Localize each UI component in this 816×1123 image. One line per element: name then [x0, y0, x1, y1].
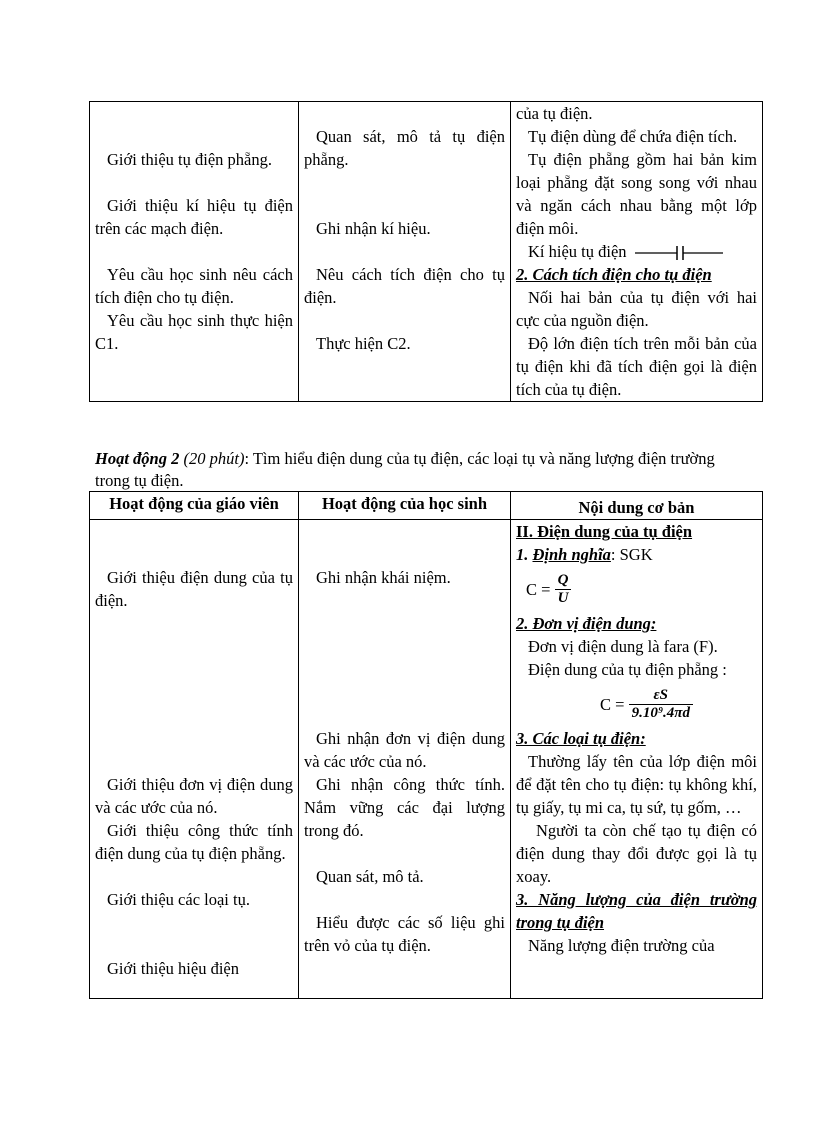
- teacher-item: Giới thiệu đơn vị điện dung và các ước của nó.: [95, 775, 293, 817]
- content-line: Nối hai bản của tụ điện với hai cực của nguồn điện.: [516, 288, 757, 330]
- formula-numerator: Q: [555, 572, 572, 590]
- definition-text: : SGK: [610, 545, 653, 564]
- definition-label: Định nghĩa: [532, 545, 611, 564]
- content-line: Độ lớn điện tích trên mỗi bản của tụ điện khi đã tích điện gọi là điện tích của tụ điện.: [516, 334, 757, 399]
- student-item: Ghi nhận kí hiệu.: [316, 219, 431, 238]
- formula-parallel-plate: [516, 681, 757, 727]
- student-item: Ghi nhận công thức tính. Nắm vững các đại lượng trong đó.: [304, 775, 505, 840]
- student-item: Ghi nhận khái niệm.: [316, 568, 451, 587]
- activity-description: : Tìm hiểu điện dung của tụ điện, các loại tụ và năng lượng điện trường trong tụ điện.: [95, 449, 715, 490]
- student-item: Hiểu được các số liệu ghi trên vỏ của tụ điện.: [304, 913, 505, 955]
- section-heading: 2. Đơn vị điện dung:: [516, 614, 657, 633]
- capacitor-symbol-icon: [631, 245, 727, 261]
- section-title: II. Điện dung của tụ điện: [516, 522, 693, 541]
- content-line: Thường lấy tên của lớp điện môi để đặt tên cho tụ điện: tụ không khí, tụ giấy, tụ mi ca, tụ sứ, tụ gốm, …: [516, 752, 757, 817]
- student-item: Quan sát, mô tả.: [316, 867, 424, 886]
- teacher-item: Yêu cầu học sinh nêu cách tích điện cho tụ điện.: [95, 265, 293, 307]
- capacitor-symbol-line: [516, 240, 757, 263]
- content-cell: [511, 102, 763, 402]
- header-teacher: Hoạt động của giáo viên: [90, 492, 299, 520]
- content-line: Tụ điện dùng để chứa điện tích.: [528, 127, 738, 146]
- formula-denominator: 9.10⁹.4πd: [631, 704, 690, 721]
- section-heading: 3. Các loại tụ điện:: [516, 729, 646, 748]
- teacher-item: Giới thiệu tụ điện phẵng.: [107, 150, 272, 169]
- teacher-item: Giới thiệu điện dung của tụ điện.: [95, 568, 293, 610]
- content-line: của tụ điện.: [516, 104, 593, 123]
- formula-lhs: C =: [600, 694, 625, 714]
- formula-capacitance-definition: [526, 566, 757, 612]
- teacher-item: Yêu cầu học sinh thực hiện C1.: [95, 311, 293, 353]
- lesson-table-1: [89, 101, 763, 402]
- student-activity-cell: [299, 520, 511, 999]
- formula-denominator: U: [557, 589, 569, 606]
- teacher-activity-cell: [90, 520, 299, 999]
- teacher-activity-cell: [90, 102, 299, 402]
- table-row: [90, 520, 763, 999]
- student-activity-cell: [299, 102, 511, 402]
- activity-title: Hoạt động 2: [95, 449, 180, 468]
- header-content: Nội dung cơ bản: [511, 492, 763, 520]
- content-cell: [511, 520, 763, 999]
- table-header-row: [90, 492, 763, 520]
- student-item: Thực hiện C2.: [316, 334, 411, 353]
- definition-number: 1.: [516, 545, 529, 564]
- formula-lhs: C =: [526, 579, 551, 599]
- teacher-item: Giới thiệu kí hiệu tụ điện trên các mạch điện.: [95, 196, 293, 238]
- content-line: Điện dung của tụ điện phẵng :: [528, 660, 727, 679]
- formula-numerator: εS: [629, 687, 693, 705]
- student-item: Quan sát, mô tả tụ điện phẵng.: [304, 127, 505, 169]
- activity-heading: [95, 448, 725, 492]
- activity-duration: (20 phút): [183, 449, 245, 468]
- content-line: Năng lượng điện trường của: [528, 936, 715, 955]
- formula-fraction: [555, 572, 572, 607]
- content-line: Tụ điện phẵng gồm hai bản kim loại phẵng đặt song song với nhau và ngăn cách nhau bằng một lớp điện môi.: [516, 150, 757, 238]
- lesson-table-2: [89, 491, 763, 999]
- definition-line: [516, 543, 757, 566]
- teacher-item: Giới thiệu các loại tụ.: [107, 890, 250, 909]
- content-line: Người ta còn chế tạo tụ điện có điện dung thay đổi được gọi là tụ xoay.: [516, 821, 757, 886]
- section-heading: 2. Cách tích điện cho tụ điện: [516, 265, 712, 284]
- header-student: Hoạt động của học sinh: [299, 492, 511, 520]
- formula-fraction: [629, 687, 693, 722]
- student-item: Ghi nhận đơn vị điện dung và các ước của nó.: [304, 729, 505, 771]
- symbol-label: Kí hiệu tụ điện: [528, 242, 627, 261]
- teacher-item: Giới thiệu hiệu điện: [107, 959, 239, 978]
- content-line: Đơn vị điện dung là fara (F).: [528, 637, 718, 656]
- student-item: Nêu cách tích điện cho tụ điện.: [304, 265, 505, 307]
- teacher-item: Giới thiệu công thức tính điện dung của tụ điện phẵng.: [95, 821, 293, 863]
- section-heading: 3. Năng lượng của điện trường trong tụ điện: [516, 890, 757, 932]
